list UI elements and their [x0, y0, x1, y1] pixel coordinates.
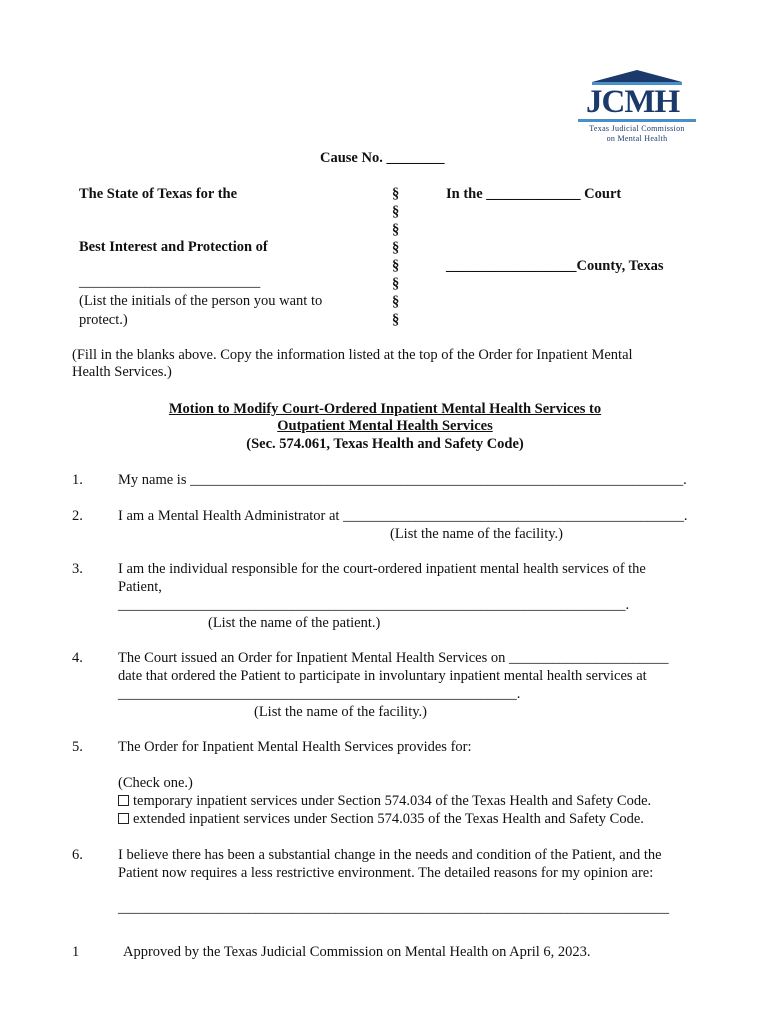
initials-note: (List the initials of the person you want to: [79, 293, 323, 309]
extended-checkbox[interactable]: [118, 813, 129, 824]
instruction-line-1: (Fill in the blanks above. Copy the information listed at the top of the Order for Inpatient Mental: [72, 347, 633, 363]
motion-title-2: Outpatient Mental Health Services: [277, 418, 493, 434]
section-mark: §: [392, 240, 400, 256]
page-number: 1: [72, 944, 80, 960]
jcmh-logo: [578, 70, 696, 146]
facility-note: (List the name of the facility.): [390, 526, 563, 542]
caption-state: The State of Texas for the: [79, 186, 238, 202]
court-field[interactable]: In the _____________ Court: [446, 186, 622, 202]
section-mark: §: [392, 258, 400, 274]
item-6-text: I believe there has been a substantial change in the needs and condition of the Patient, and the: [118, 847, 662, 863]
order-date-field[interactable]: The Court issued an Order for Inpatient Mental Health Services on ______________________: [118, 650, 669, 666]
logo-subtitle-1: Texas Judicial Commission: [589, 124, 685, 133]
item-6-text-2: Patient now requires a less restrictive environment. The detailed reasons for my opinion are:: [118, 865, 654, 881]
item-number: 6.: [72, 847, 83, 863]
initials-blank[interactable]: _________________________: [79, 274, 261, 290]
name-field[interactable]: My name is ____________________________________________________________________.: [118, 472, 687, 488]
logo-text: JCMH: [586, 84, 680, 120]
section-mark: §: [392, 276, 400, 292]
item-4-text: date that ordered the Patient to participate in involuntary inpatient mental health services at: [118, 668, 647, 684]
item-number: 4.: [72, 650, 83, 666]
motion-title-1: Motion to Modify Court-Ordered Inpatient Mental Health Services to: [168, 401, 602, 417]
item-number: 1.: [72, 472, 83, 488]
temporary-checkbox[interactable]: [118, 795, 129, 806]
item-number: 3.: [72, 561, 83, 577]
patient-name-field[interactable]: ______________________________________________________________________.: [118, 597, 630, 613]
extended-option[interactable]: [118, 811, 644, 828]
section-mark: §: [392, 204, 400, 220]
county-field[interactable]: __________________County, Texas: [446, 258, 664, 274]
administrator-facility-field[interactable]: I am a Mental Health Administrator at _______________________________________________.: [118, 508, 688, 524]
patient-note: (List the name of the patient.): [208, 615, 381, 631]
reasons-field[interactable]: ____________________________________________________________________________: [118, 900, 669, 916]
facility-note: (List the name of the facility.): [254, 704, 427, 720]
initials-note-2: protect.): [79, 312, 128, 328]
approval-note: Approved by the Texas Judicial Commission on Mental Health on April 6, 2023.: [123, 944, 591, 960]
item-number: 5.: [72, 739, 83, 755]
item-5-text: The Order for Inpatient Mental Health Services provides for:: [118, 739, 472, 755]
section-mark: §: [392, 312, 400, 328]
temporary-option[interactable]: [118, 793, 651, 810]
item-3-text-2: Patient,: [118, 579, 162, 595]
caption-best-interest: Best Interest and Protection of: [79, 239, 268, 255]
facility-field[interactable]: _______________________________________________________.: [118, 686, 521, 702]
extended-option-label: extended inpatient services under Section 574.035 of the Texas Health and Safety Code.: [133, 811, 644, 827]
item-3-text: I am the individual responsible for the court-ordered inpatient mental health services of the: [118, 561, 646, 577]
motion-title-3: (Sec. 574.061, Texas Health and Safety Code): [246, 436, 524, 452]
check-one-label: (Check one.): [118, 775, 193, 791]
section-mark: §: [392, 186, 400, 202]
logo-subtitle-2: on Mental Health: [606, 134, 668, 143]
cause-number: Cause No. ________: [320, 150, 445, 166]
instruction-line-2: Health Services.): [72, 364, 172, 380]
item-number: 2.: [72, 508, 83, 524]
section-mark: §: [392, 294, 400, 310]
temporary-option-label: temporary inpatient services under Section 574.034 of the Texas Health and Safety Code.: [133, 793, 652, 809]
section-mark: §: [392, 222, 400, 238]
